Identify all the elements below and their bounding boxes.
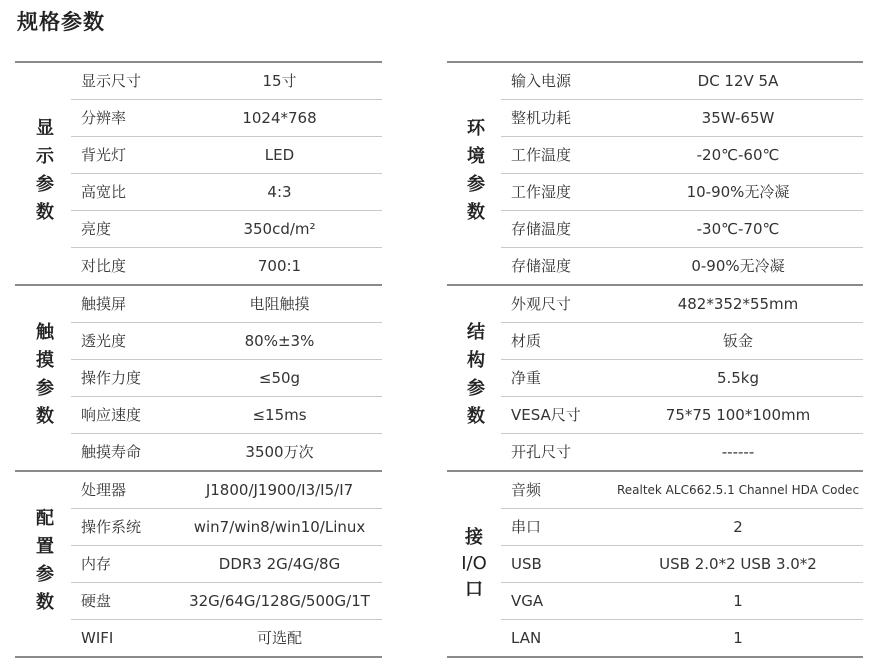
spec-value: 700:1 — [257, 257, 302, 275]
spec-table-right — [447, 61, 863, 658]
spec-label: LAN — [511, 629, 542, 647]
spec-label: 开孔尺寸 — [511, 443, 572, 461]
spec-value: 可选配 — [256, 629, 302, 647]
spec-label: 处理器 — [81, 481, 127, 499]
spec-label: 工作湿度 — [511, 183, 572, 201]
spec-row — [71, 100, 382, 137]
spec-value: 3500万次 — [245, 443, 314, 461]
category-part: 接 — [464, 527, 483, 548]
spec-row — [71, 509, 382, 546]
spec-row — [71, 211, 382, 248]
spec-row — [71, 546, 382, 583]
section-environment — [447, 61, 863, 284]
spec-row — [71, 323, 382, 360]
page-title: 规格参数 — [17, 10, 105, 34]
spec-value: ≤15ms — [252, 406, 307, 424]
spec-label: 操作系统 — [81, 518, 142, 536]
category-label: 触摸参数 — [33, 322, 54, 434]
spec-row — [501, 100, 863, 137]
spec-value: 80%±3% — [244, 332, 315, 350]
spec-value: 10-90%无冷凝 — [686, 183, 790, 201]
spec-label: VESA尺寸 — [511, 406, 581, 424]
spec-label: WIFI — [81, 629, 114, 647]
spec-row — [501, 323, 863, 360]
spec-value: 2 — [733, 518, 743, 536]
spec-value: 1 — [733, 592, 743, 610]
spec-row — [501, 63, 863, 100]
spec-label: 内存 — [81, 555, 112, 573]
spec-row — [501, 137, 863, 174]
category-cell — [15, 63, 71, 284]
spec-value: -30℃-70℃ — [696, 220, 780, 238]
spec-row — [501, 360, 863, 397]
spec-value: Realtek ALC662.5.1 Channel HDA Codec — [616, 483, 860, 497]
spec-row — [71, 397, 382, 434]
spec-label: 串口 — [511, 518, 542, 536]
spec-label: 外观尺寸 — [511, 295, 572, 313]
spec-row — [71, 248, 382, 284]
spec-row — [71, 583, 382, 620]
category-part: I/O — [461, 553, 487, 574]
spec-label: 亮度 — [81, 220, 112, 238]
spec-label: 硬盘 — [81, 592, 112, 610]
spec-label: USB — [511, 555, 542, 573]
spec-label: 触摸屏 — [81, 295, 127, 313]
spec-row — [501, 434, 863, 470]
spec-value: 35W-65W — [701, 109, 775, 127]
spec-value: 482*352*55mm — [677, 295, 799, 313]
spec-row — [71, 137, 382, 174]
spec-label: 对比度 — [81, 257, 127, 275]
spec-value: J1800/J1900/I3/I5/I7 — [205, 481, 354, 499]
spec-label: 背光灯 — [81, 146, 127, 164]
spec-row — [501, 546, 863, 583]
spec-table-left — [15, 61, 382, 658]
category-label: 配置参数 — [33, 508, 54, 620]
section-structure — [447, 284, 863, 470]
spec-label: VGA — [511, 592, 544, 610]
spec-value: 4:3 — [267, 183, 292, 201]
spec-label: 响应速度 — [81, 406, 142, 424]
category-part: 口 — [464, 579, 483, 600]
spec-value: 0-90%无冷凝 — [691, 257, 785, 275]
spec-label: 工作温度 — [511, 146, 572, 164]
category-cell — [447, 286, 501, 470]
category-cell — [447, 63, 501, 284]
spec-value: -20℃-60℃ — [696, 146, 780, 164]
spec-row — [501, 397, 863, 434]
spec-row — [501, 286, 863, 323]
category-cell — [15, 286, 71, 470]
category-label — [461, 525, 487, 603]
spec-value: ≤50g — [258, 369, 301, 387]
spec-value: ------ — [721, 443, 755, 461]
spec-value: 5.5kg — [716, 369, 760, 387]
spec-label: 显示尺寸 — [81, 72, 142, 90]
spec-label: 整机功耗 — [511, 109, 572, 127]
spec-value: win7/win8/win10/Linux — [193, 518, 366, 536]
spec-value: 15寸 — [262, 72, 297, 90]
spec-row — [501, 509, 863, 546]
section-display — [15, 61, 382, 284]
category-label: 显示参数 — [33, 117, 54, 230]
category-label: 结构参数 — [464, 322, 485, 434]
spec-value: DDR3 2G/4G/8G — [218, 555, 341, 573]
spec-row — [71, 174, 382, 211]
spec-row — [501, 211, 863, 248]
spec-row — [71, 63, 382, 100]
spec-row — [501, 583, 863, 620]
category-cell — [447, 472, 501, 656]
spec-value: 电阻触摸 — [249, 295, 310, 313]
spec-label: 分辨率 — [81, 109, 127, 127]
section-touch — [15, 284, 382, 470]
category-label: 环境参数 — [464, 117, 485, 230]
spec-value: 1 — [733, 629, 743, 647]
category-cell — [15, 472, 71, 656]
spec-label: 净重 — [511, 369, 542, 387]
spec-label: 音频 — [511, 481, 542, 499]
spec-value: 1024*768 — [242, 109, 317, 127]
spec-label: 触摸寿命 — [81, 443, 142, 461]
spec-value: USB 2.0*2 USB 3.0*2 — [659, 555, 817, 573]
spec-label: 高宽比 — [81, 183, 127, 201]
spec-label: 输入电源 — [511, 72, 572, 90]
spec-row — [71, 286, 382, 323]
spec-value: 钣金 — [722, 332, 753, 350]
spec-value: LED — [264, 146, 295, 164]
spec-label: 材质 — [511, 332, 542, 350]
spec-label: 透光度 — [81, 332, 127, 350]
spec-row — [501, 248, 863, 284]
spec-row — [71, 360, 382, 397]
spec-row — [501, 472, 863, 509]
spec-value: 75*75 100*100mm — [665, 406, 811, 424]
spec-row — [71, 434, 382, 470]
spec-label: 存储温度 — [511, 220, 572, 238]
spec-row — [501, 174, 863, 211]
spec-value: 32G/64G/128G/500G/1T — [189, 592, 370, 610]
spec-label: 存储湿度 — [511, 257, 572, 275]
spec-row — [501, 620, 863, 656]
spec-label: 操作力度 — [81, 369, 142, 387]
spec-row — [71, 620, 382, 656]
spec-row — [71, 472, 382, 509]
spec-value: 350cd/m² — [243, 220, 316, 238]
spec-value: DC 12V 5A — [697, 72, 779, 90]
section-io — [447, 470, 863, 658]
section-config — [15, 470, 382, 658]
